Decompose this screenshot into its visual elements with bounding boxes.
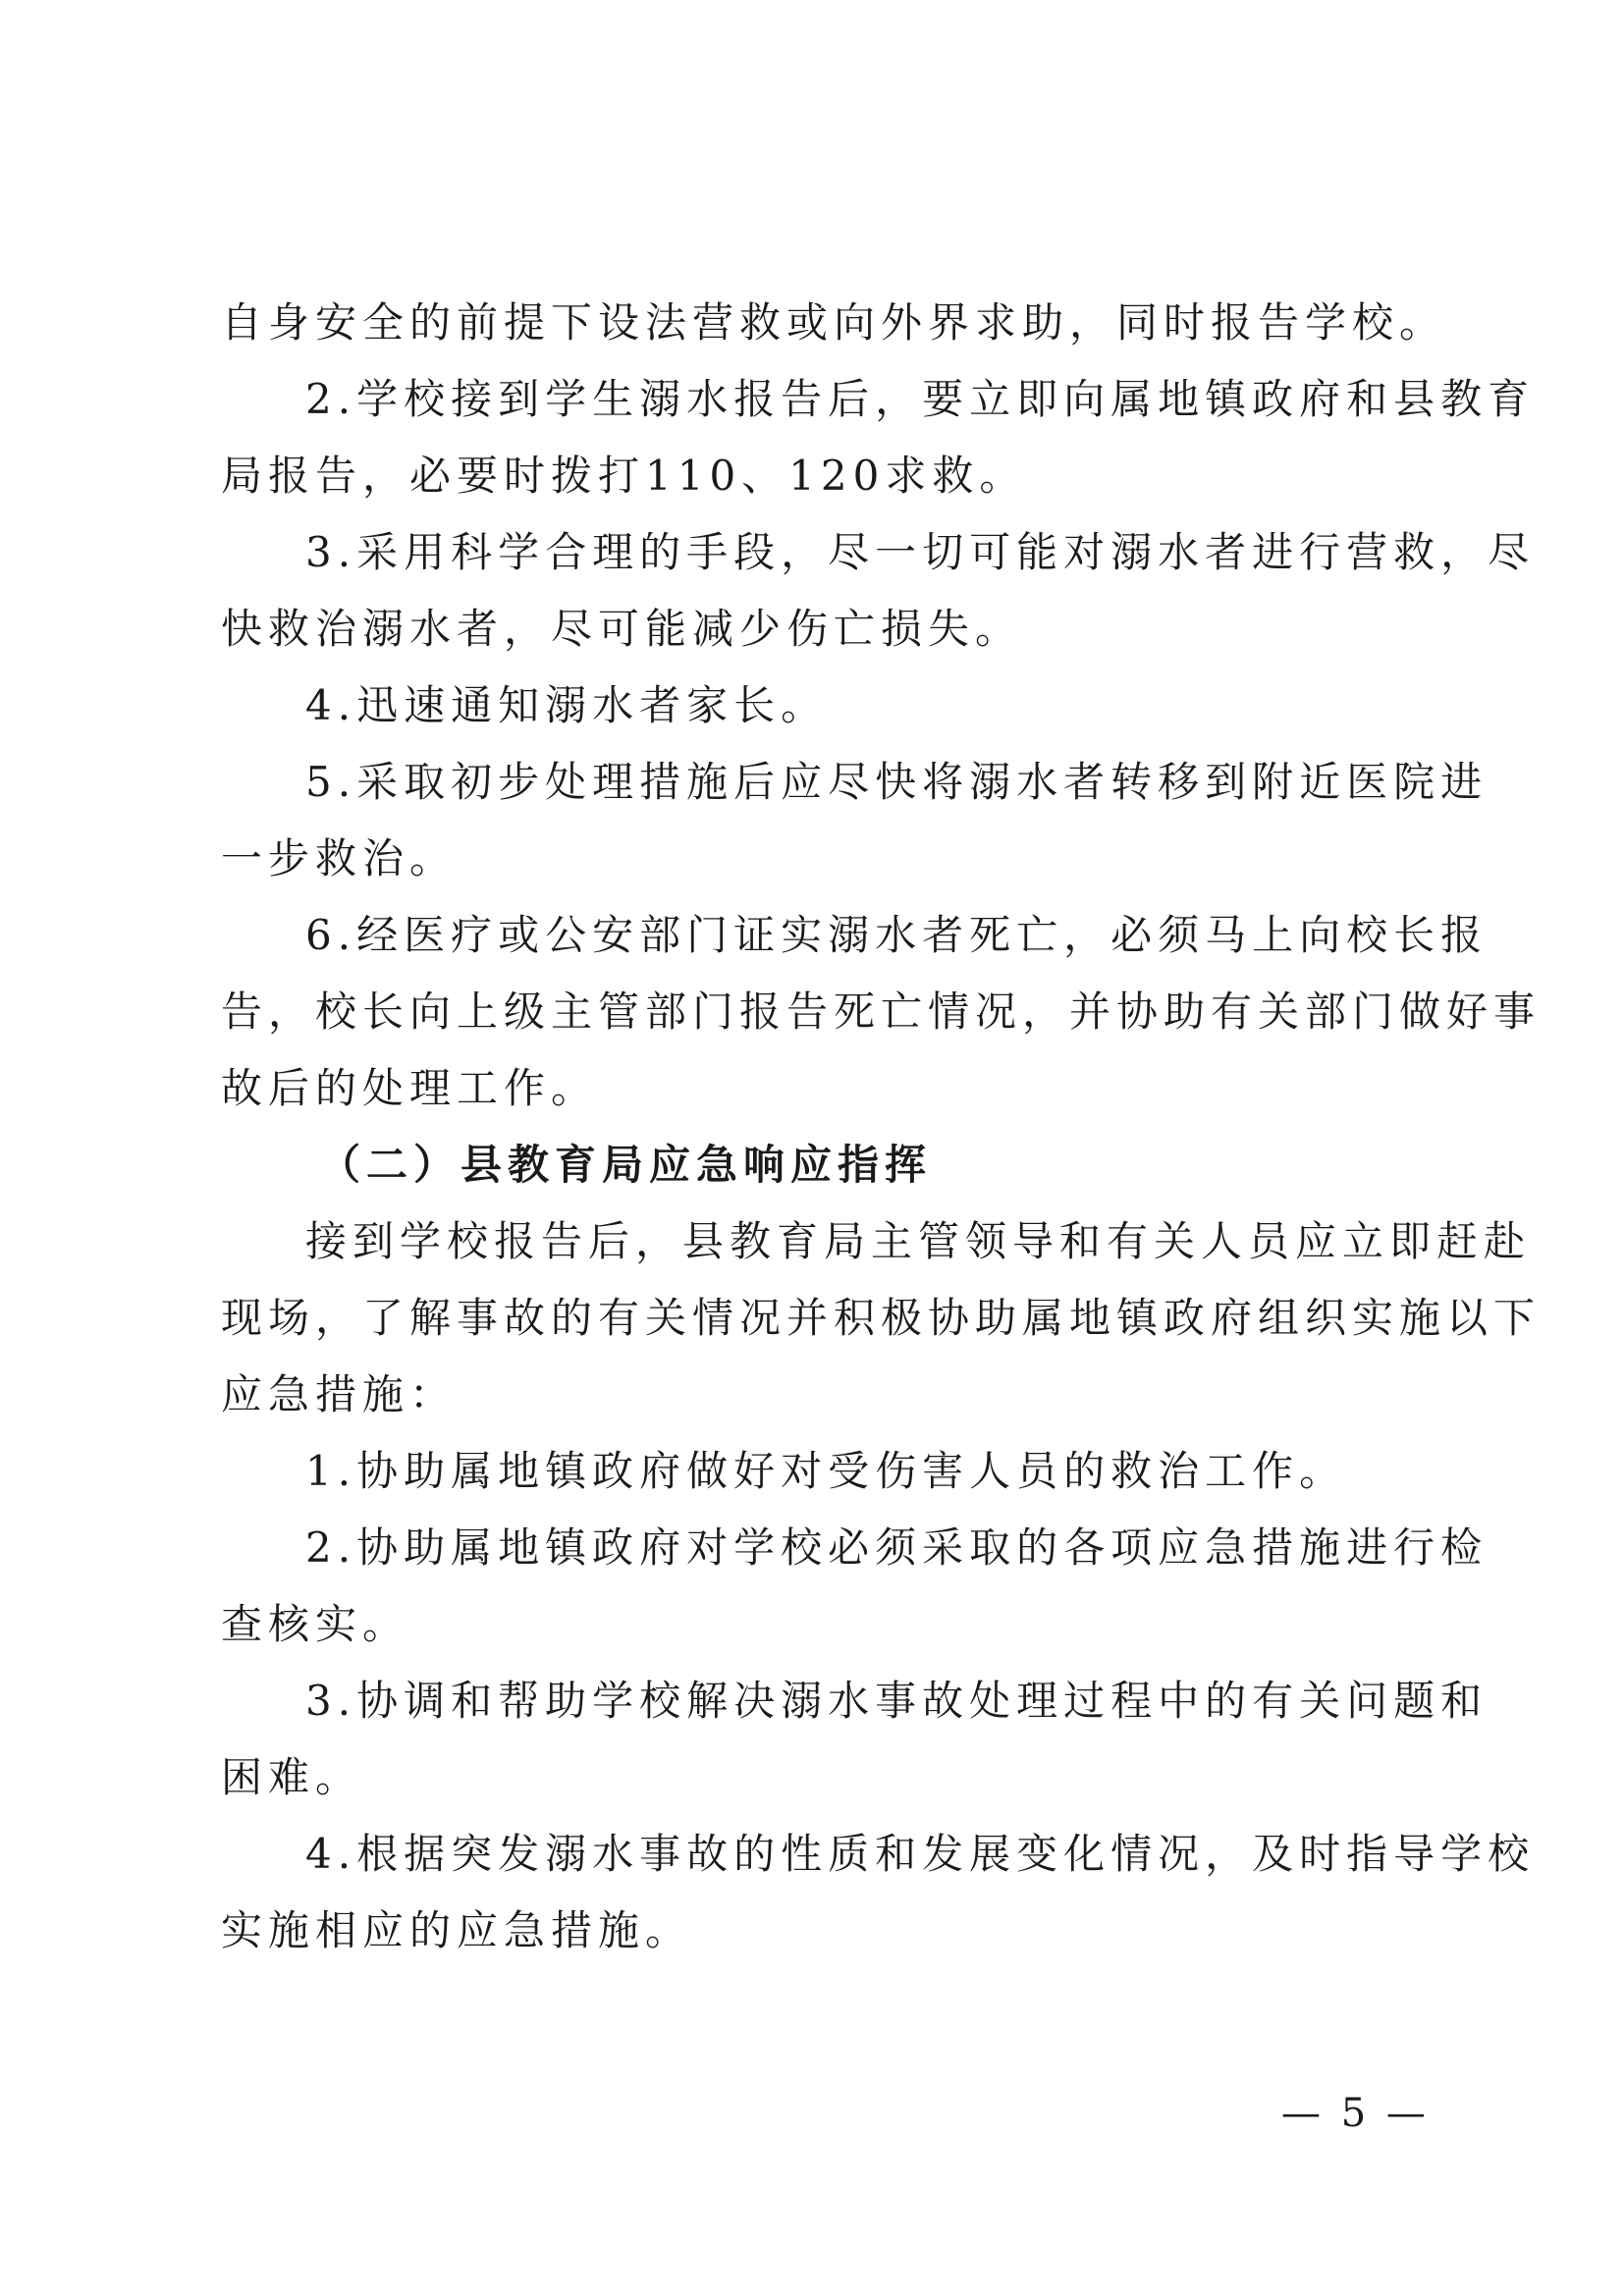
text-line: 2.学校接到学生溺水报告后，要立即向属地镇政府和县教育: [305, 375, 1536, 423]
document-body: [221, 285, 1542, 1969]
text-line: 1.协助属地镇政府做好对受伤害人员的救治工作。: [305, 1447, 1347, 1495]
text-line: 查核实。: [221, 1600, 410, 1648]
text-line: 4.根据突发溺水事故的性质和发展变化情况，及时指导学校: [305, 1830, 1536, 1878]
section-heading: （二）县教育局应急响应指挥: [319, 1141, 933, 1189]
text-line: 4.迅速通知溺水者家长。: [305, 681, 829, 729]
text-line: 3.采用科学合理的手段，尽一切可能对溺水者进行营救，尽: [305, 528, 1536, 576]
text-line: 告，校长向上级主管部门报告死亡情况，并协助有关部门做好事: [221, 988, 1542, 1036]
text-line: 2.协助属地镇政府对学校必须采取的各项应急措施进行检: [305, 1523, 1489, 1572]
text-line: 6.经医疗或公安部门证实溺水者死亡，必须马上向校长报: [305, 911, 1489, 959]
text-line: 接到学校报告后，县教育局主管领导和有关人员应立即赶赴: [305, 1217, 1532, 1265]
text-line: 实施相应的应急措施。: [221, 1906, 693, 1954]
text-line: 故后的处理工作。: [221, 1064, 599, 1112]
text-line: 一步救治。: [221, 834, 458, 882]
text-line: 快救治溺水者，尽可能减少伤亡损失。: [221, 605, 1023, 653]
text-line: 应急措施：: [221, 1370, 458, 1418]
text-line: 自身安全的前提下设法营救或向外界求助，同时报告学校。: [221, 298, 1447, 347]
text-line: 困难。: [221, 1753, 363, 1801]
text-line: 3.协调和帮助学校解决溺水事故处理过程中的有关问题和: [305, 1677, 1489, 1725]
text-line: 现场，了解事故的有关情况并积极协助属地镇政府组织实施以下: [221, 1294, 1542, 1342]
page-number: — 5 —: [1281, 2091, 1430, 2136]
text-line: 局报告，必要时拨打110、120求救。: [221, 452, 1027, 500]
text-line: 5.采取初步处理措施后应尽快将溺水者转移到附近医院进: [305, 758, 1489, 806]
